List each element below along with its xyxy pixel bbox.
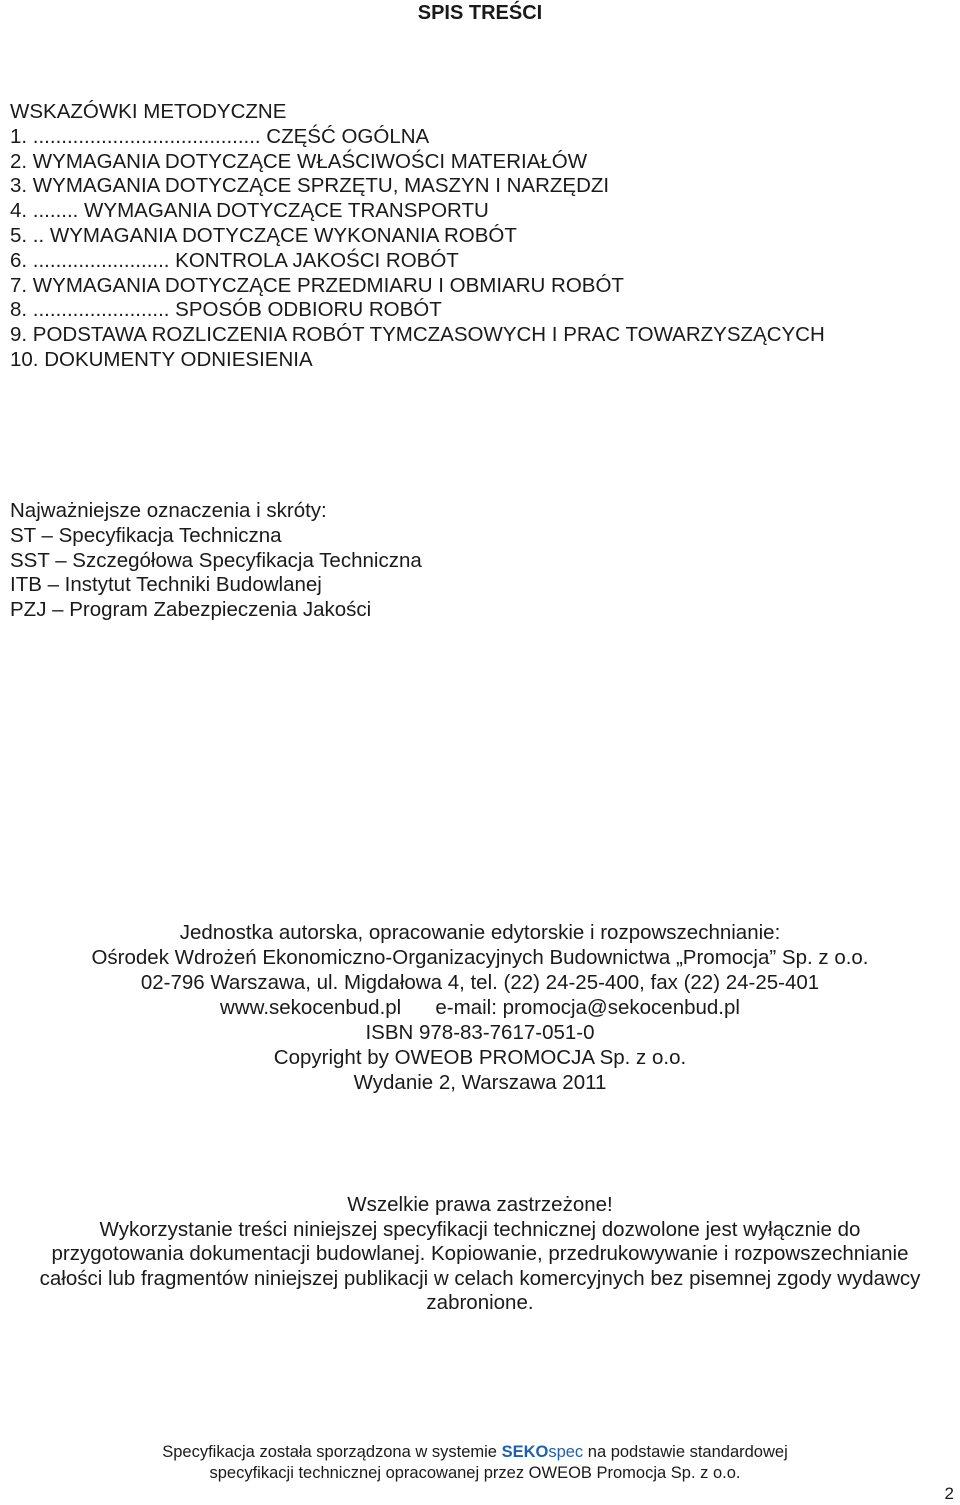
table-of-contents bbox=[10, 100, 825, 373]
footer-text: na podstawie standardowej bbox=[583, 1443, 788, 1461]
credits-line: 02-796 Warszawa, ul. Migdałowa 4, tel. (22) 24-25-400, fax (22) 24-25-401 bbox=[140, 971, 820, 994]
brand-logo-seko: SEKO bbox=[501, 1443, 549, 1461]
rights-line: całości lub fragmentów niniejszej publikacji w celach komercyjnych bez pisemnej zgody wydawcy bbox=[39, 1266, 921, 1290]
toc-item: 9. PODSTAWA ROZLICZENIA ROBÓT TYMCZASOWYCH I PRAC TOWARZYSZĄCYCH bbox=[10, 323, 825, 347]
toc-item: 10. DOKUMENTY ODNIESIENIA bbox=[10, 347, 313, 371]
credits-line: Copyright by OWEOB PROMOCJA Sp. z o.o. bbox=[273, 1046, 687, 1069]
abbreviation-item: SST – Szczegółowa Specyfikacja Techniczna bbox=[10, 548, 422, 572]
footer-line-2: specyfikacji technicznej opracowanej przez OWEOB Promocja Sp. z o.o. bbox=[209, 1463, 741, 1482]
toc-item: 6. ........................ KONTROLA JAKOŚCI ROBÓT bbox=[10, 248, 459, 272]
abbreviations-heading: Najważniejsze oznaczenia i skróty: bbox=[10, 499, 327, 522]
abbreviations-section bbox=[10, 499, 422, 623]
toc-item: 2. WYMAGANIA DOTYCZĄCE WŁAŚCIWOŚCI MATERIAŁÓW bbox=[10, 149, 588, 173]
toc-item: 1. ........................................ CZĘŚĆ OGÓLNA bbox=[10, 124, 430, 148]
credits-line: Jednostka autorska, opracowanie edytorskie i rozpowszechnianie: bbox=[179, 921, 781, 944]
abbreviation-item: PZJ – Program Zabezpieczenia Jakości bbox=[10, 598, 372, 622]
footer-text: Specyfikacja została sporządzona w systemie bbox=[162, 1443, 502, 1461]
rights-line: Wszelkie prawa zastrzeżone! bbox=[347, 1193, 613, 1216]
toc-item: 3. WYMAGANIA DOTYCZĄCE SPRZĘTU, MASZYN I NARZĘDZI bbox=[10, 174, 610, 198]
brand-logo-spec: spec bbox=[548, 1443, 584, 1461]
abbreviation-item: ST – Specyfikacja Techniczna bbox=[10, 523, 282, 547]
toc-heading: WSKAZÓWKI METODYCZNE bbox=[10, 100, 287, 123]
page-footer bbox=[0, 1442, 950, 1483]
abbreviation-item: ITB – Instytut Techniki Budowlanej bbox=[10, 573, 322, 597]
toc-item: 5. .. WYMAGANIA DOTYCZĄCE WYKONANIA ROBÓT bbox=[10, 223, 517, 247]
credits-line: www.sekocenbud.pl e-mail: promocja@sekocenbud.pl bbox=[220, 996, 740, 1019]
credits-line: Ośrodek Wdrożeń Ekonomiczno-Organizacyjnych Budownictwa „Promocja” Sp. z o.o. bbox=[91, 946, 869, 969]
toc-item: 7. WYMAGANIA DOTYCZĄCE PRZEDMIARU I OBMIARU ROBÓT bbox=[10, 273, 624, 297]
credits-line: ISBN 978-83-7617-051-0 bbox=[365, 1021, 595, 1044]
credits-line: Wydanie 2, Warszawa 2011 bbox=[353, 1071, 607, 1094]
footer-line-1 bbox=[0, 1442, 950, 1463]
toc-item: 4. ........ WYMAGANIA DOTYCZĄCE TRANSPORTU bbox=[10, 199, 489, 223]
rights-line: zabronione. bbox=[426, 1291, 534, 1315]
rights-notice bbox=[0, 1193, 960, 1316]
toc-item: 8. ........................ SPOSÓB ODBIORU ROBÓT bbox=[10, 298, 442, 322]
publisher-credits bbox=[0, 920, 960, 1095]
rights-line: przygotowania dokumentacji budowlanej. Kopiowanie, przedrukowywanie i rozpowszechnianie bbox=[51, 1242, 909, 1266]
rights-line: Wykorzystanie treści niniejszej specyfikacji technicznej dozwolone jest wyłącznie do bbox=[99, 1217, 861, 1241]
page-title: SPIS TREŚCI bbox=[417, 2, 543, 24]
page-number: 2 bbox=[944, 1484, 954, 1503]
